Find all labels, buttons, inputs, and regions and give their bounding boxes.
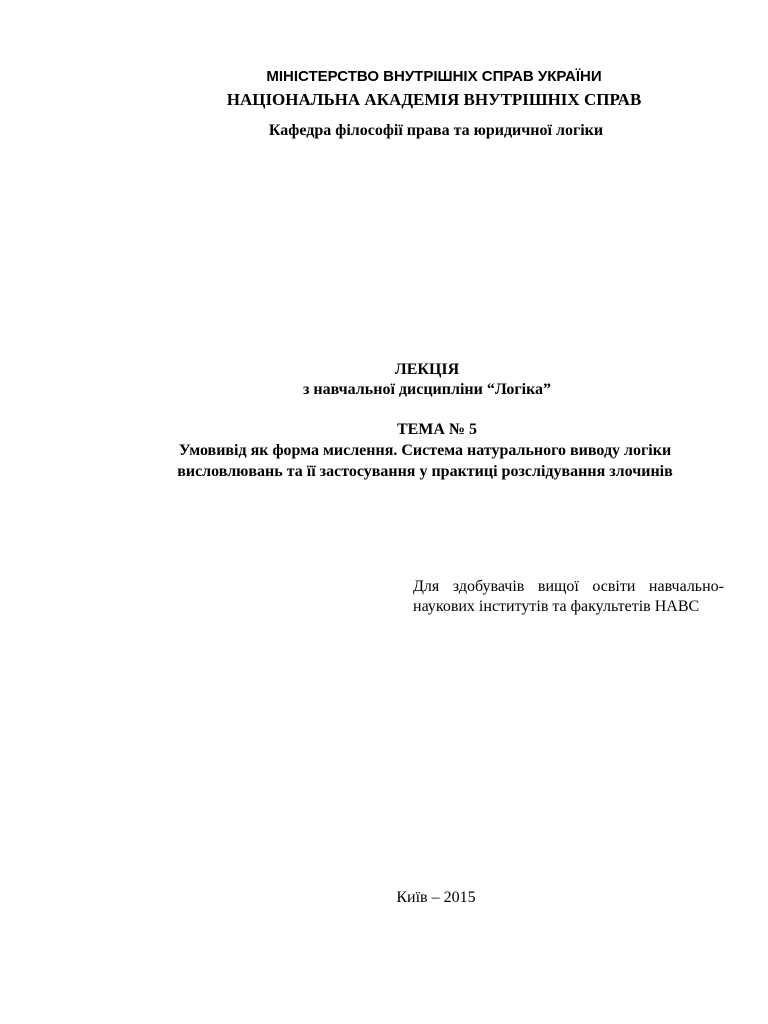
discipline-line: з навчальної дисципліни “Логіка” (302, 381, 552, 398)
topic-number: ТЕМА № 5 (396, 421, 478, 438)
city-year: Київ – 2015 (396, 889, 476, 906)
department-heading: Кафедра філософії права та юридичної логіки (268, 122, 604, 139)
topic-title: Умовивід як форма мислення. Система натурального виводу логіки висловлювань та її застосування у практиці розслідування злочинів (177, 442, 673, 480)
ministry-heading: МІНІСТЕРСТВО ВНУТРІШНІХ СПРАВ УКРАЇНИ (266, 68, 602, 85)
audience-note: Для здобувачів вищої освіти навчально-наукових інститутів та факультетів НАВС (413, 578, 724, 615)
academy-heading: НАЦІОНАЛЬНА АКАДЕМІЯ ВНУТРІШНІХ СПРАВ (226, 90, 642, 109)
lecture-label: ЛЕКЦІЯ (394, 361, 460, 378)
